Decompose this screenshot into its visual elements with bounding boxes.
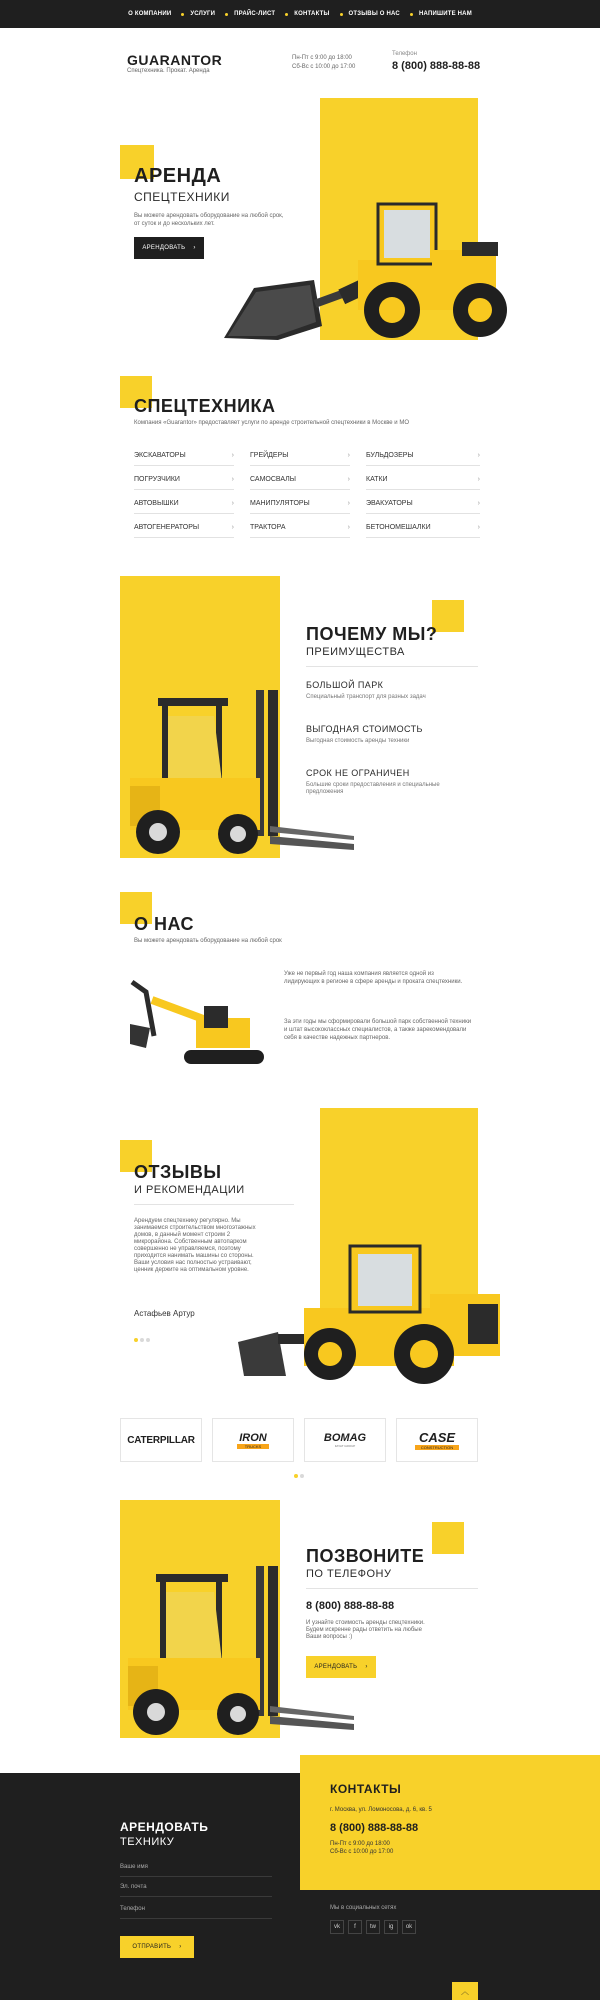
hours-weekend: Сб-Вс с 10:00 до 17:00 [292,64,356,70]
hero-rent-button[interactable] [134,237,204,259]
chevron-right-icon: › [477,452,480,459]
service-item[interactable] [134,470,234,490]
why-subtitle: ПРЕИМУЩЕСТВА [306,646,405,658]
nav-item-services[interactable] [190,11,228,17]
hours-weekdays: Пн-Пт с 9:00 до 18:00 [292,55,352,61]
call-yellow-square [432,1522,464,1554]
logo[interactable]: GUARANTOR [127,52,223,68]
advantage-title: ВЫГОДНАЯ СТОИМОСТЬ [306,724,423,734]
contacts-address: г. Москва, ул. Ломоносова, д. 6, кв. 5 [330,1807,432,1813]
reviews-title: ОТЗЫВЫ [134,1162,222,1182]
why-divider [306,666,478,667]
email-field[interactable]: Эл. почта [120,1884,147,1890]
service-item[interactable] [250,494,350,514]
nav-dot [285,13,288,16]
call-text: И узнайте стоимость аренды спецтехники. Будем искренне рады ответить на любые Ваши вопросы :) [306,1620,425,1640]
about-paragraph-2: За эти годы мы сформировали большой парк собственной техники и штат высококлассных специалистов, а также зарекомендовали себя в качестве надежных партнеров. [284,1019,472,1041]
phone-label: Телефон [392,51,417,57]
contacts-hours-weekdays: Пн-Пт с 9:00 до 18:00 [330,1841,390,1847]
brand-bomag[interactable] [304,1418,386,1462]
service-label: ТРАКТОРА [250,524,286,531]
brand-bomag-sub: FAYAT GROUP [334,1444,356,1448]
nav-label: УСЛУГИ [190,11,216,17]
arrow-right-icon: › [193,245,196,251]
vk-icon[interactable]: vk [330,1920,344,1934]
nav-dot [340,13,343,16]
advantage-title: СРОК НЕ ОГРАНИЧЕН [306,768,410,778]
about-subtitle: Вы можете арендовать оборудование на любой срок [134,938,282,944]
forklift-image-2 [108,1562,358,1744]
service-label: БУЛЬДОЗЕРЫ [366,452,414,459]
service-label: ЭВАКУАТОРЫ [366,500,413,507]
nav-item-price[interactable] [234,11,288,17]
chevron-right-icon: › [477,524,480,531]
review-dot[interactable] [140,1338,144,1342]
chevron-right-icon: › [347,476,350,483]
service-label: МАНИПУЛЯТОРЫ [250,500,310,507]
loader-image [234,1224,514,1388]
services-text: Компания «Guarantor» предоставляет услуги по аренде строительной спецтехники в Москве и МО [134,420,409,426]
service-label: САМОСВАЛЫ [250,476,296,483]
name-field[interactable]: Ваше имя [120,1864,148,1870]
about-paragraph-1: Уже не первый год наша компания является одной из лидирующих в регионе в сфере аренды и проката спецтехники. [284,971,463,985]
arrow-right-icon: › [179,1944,182,1950]
call-title: ПОЗВОНИТЕ [306,1546,425,1566]
nav-item-contacts[interactable] [294,11,342,17]
service-label: ГРЕЙДЕРЫ [250,452,289,459]
excavator-image [124,974,274,1074]
service-item[interactable] [250,446,350,466]
chevron-right-icon: › [477,500,480,507]
service-item[interactable] [366,470,480,490]
nav-item-reviews[interactable] [349,11,413,17]
brand-caterpillar[interactable] [120,1418,202,1462]
chevron-right-icon: › [231,524,234,531]
nav-dot [410,13,413,16]
arrow-right-icon: › [365,1664,368,1670]
services-title: СПЕЦТЕХНИКА [134,396,276,416]
advantage-title: БОЛЬШОЙ ПАРК [306,680,384,690]
chevron-right-icon: › [231,500,234,507]
chevron-right-icon: › [347,524,350,531]
service-label: ЭКСКАВАТОРЫ [134,452,186,459]
service-item[interactable] [366,446,480,466]
email-field-underline [120,1896,272,1897]
chevron-right-icon: › [347,452,350,459]
call-phone[interactable]: 8 (800) 888-88-88 [306,1600,395,1612]
brand-bomag-logo: BOMAG [323,1432,367,1444]
phone-field[interactable]: Телефон [120,1906,145,1912]
service-item[interactable] [134,494,234,514]
chevron-right-icon: › [477,476,480,483]
review-author: Астафьев Артур [134,1309,195,1318]
nav-dot [181,13,184,16]
top-nav [0,0,600,28]
send-label: ОТПРАВИТЬ [132,1944,172,1950]
nav-label: НАПИШИТЕ НАМ [418,11,472,17]
review-dot[interactable] [146,1338,150,1342]
facebook-icon[interactable]: f [348,1920,362,1934]
service-item[interactable] [366,518,480,538]
brand-iron-sub: TRUCKS [237,1444,269,1449]
brand-iron-logo: IRON [239,1431,267,1444]
brands-dot[interactable] [300,1474,304,1478]
phone-field-underline [120,1918,272,1919]
contacts-hours-weekend: Сб-Вс с 10:00 до 17:00 [330,1849,394,1855]
advantage-desc: Выгодная стоимость аренды техники [306,738,410,744]
reviews-subtitle: И РЕКОМЕНДАЦИИ [134,1184,245,1196]
hero-title: АРЕНДА [134,165,222,187]
brands-dot-active[interactable] [294,1474,298,1478]
nav-label: ОТЗЫВЫ О НАС [348,11,400,17]
header-phone[interactable]: 8 (800) 888-88-88 [392,60,481,72]
nav-label: КОНТАКТЫ [294,11,330,17]
service-item[interactable] [134,446,234,466]
service-item[interactable] [250,470,350,490]
contacts-phone[interactable]: 8 (800) 888-88-88 [330,1822,419,1834]
hero-rent-label: АРЕНДОВАТЬ [142,245,186,251]
service-item[interactable] [366,494,480,514]
nav-label: ПРАЙС-ЛИСТ [234,11,276,17]
nav-label: О КОМПАНИИ [128,11,172,17]
chevron-right-icon: › [231,452,234,459]
nav-dot [225,13,228,16]
service-item[interactable] [250,518,350,538]
chevron-up-icon: ︿ [461,1986,469,1996]
brand-case-logo: CASE [418,1430,456,1445]
advantage-desc: Специальный транспорт для разных задач [306,694,426,700]
review-dot-active[interactable] [134,1338,138,1342]
nav-item-about[interactable] [128,11,184,17]
social-label: Мы в социальных сетях [330,1905,397,1911]
service-label: БЕТОНОМЕШАЛКИ [366,524,431,531]
scroll-to-top-button[interactable] [452,1982,478,2000]
forklift-image [110,686,360,862]
about-title: О НАС [134,914,195,934]
service-label: АВТОВЫШКИ [134,500,179,507]
brand-iron[interactable] [212,1418,294,1462]
slogan: Спецтехника. Прокат. Аренда [127,68,210,74]
header-hours [292,54,355,72]
chevron-right-icon: › [231,476,234,483]
send-button[interactable] [120,1936,194,1958]
reviews-divider [134,1204,294,1205]
footer-form-title: АРЕНДОВАТЬ [120,1820,209,1834]
hero-subtitle: СПЕЦТЕХНИКИ [134,190,230,204]
odnoklassniki-icon[interactable]: ok [402,1920,416,1934]
service-label: ПОГРУЗЧИКИ [134,476,180,483]
call-subtitle: ПО ТЕЛЕФОНУ [306,1568,392,1580]
review-text: Арендуем спецтехнику регулярно. Мы занимаемся строительством многоэтажных домов, в данный момент строим 2 микрорайона. Собственным автопарком совершенно не управляемся, поэтому приходится нанимать машины со стороны. Ваши условия нас полностью устраивают, ценник держите на оптимальном уровне. [134,1218,256,1273]
brand-caterpillar-logo: CATERPILLAR [127,1434,195,1446]
brand-case[interactable] [396,1418,478,1462]
hero-text: Вы можете арендовать оборудование на любой срок, от суток и до нескольких лет. [134,213,284,227]
call-rent-label: АРЕНДОВАТЬ [314,1664,358,1670]
contacts-hours [330,1840,393,1856]
wheel-loader-image [218,190,510,350]
service-label: АВТОГЕНЕРАТОРЫ [134,524,200,531]
why-title: ПОЧЕМУ МЫ? [306,624,438,644]
advantage-desc: Большие сроки предоставления и специальные предложения [306,782,440,795]
instagram-icon[interactable]: ig [384,1920,398,1934]
footer-form-subtitle: ТЕХНИКУ [120,1836,175,1848]
chevron-right-icon: › [347,500,350,507]
name-field-underline [120,1876,272,1877]
service-item[interactable] [134,518,234,538]
twitter-icon[interactable]: tw [366,1920,380,1934]
brand-case-sub: CONSTRUCTION [415,1445,459,1450]
service-label: КАТКИ [366,476,388,483]
contacts-title: КОНТАКТЫ [330,1782,402,1796]
nav-item-write[interactable] [419,11,472,17]
